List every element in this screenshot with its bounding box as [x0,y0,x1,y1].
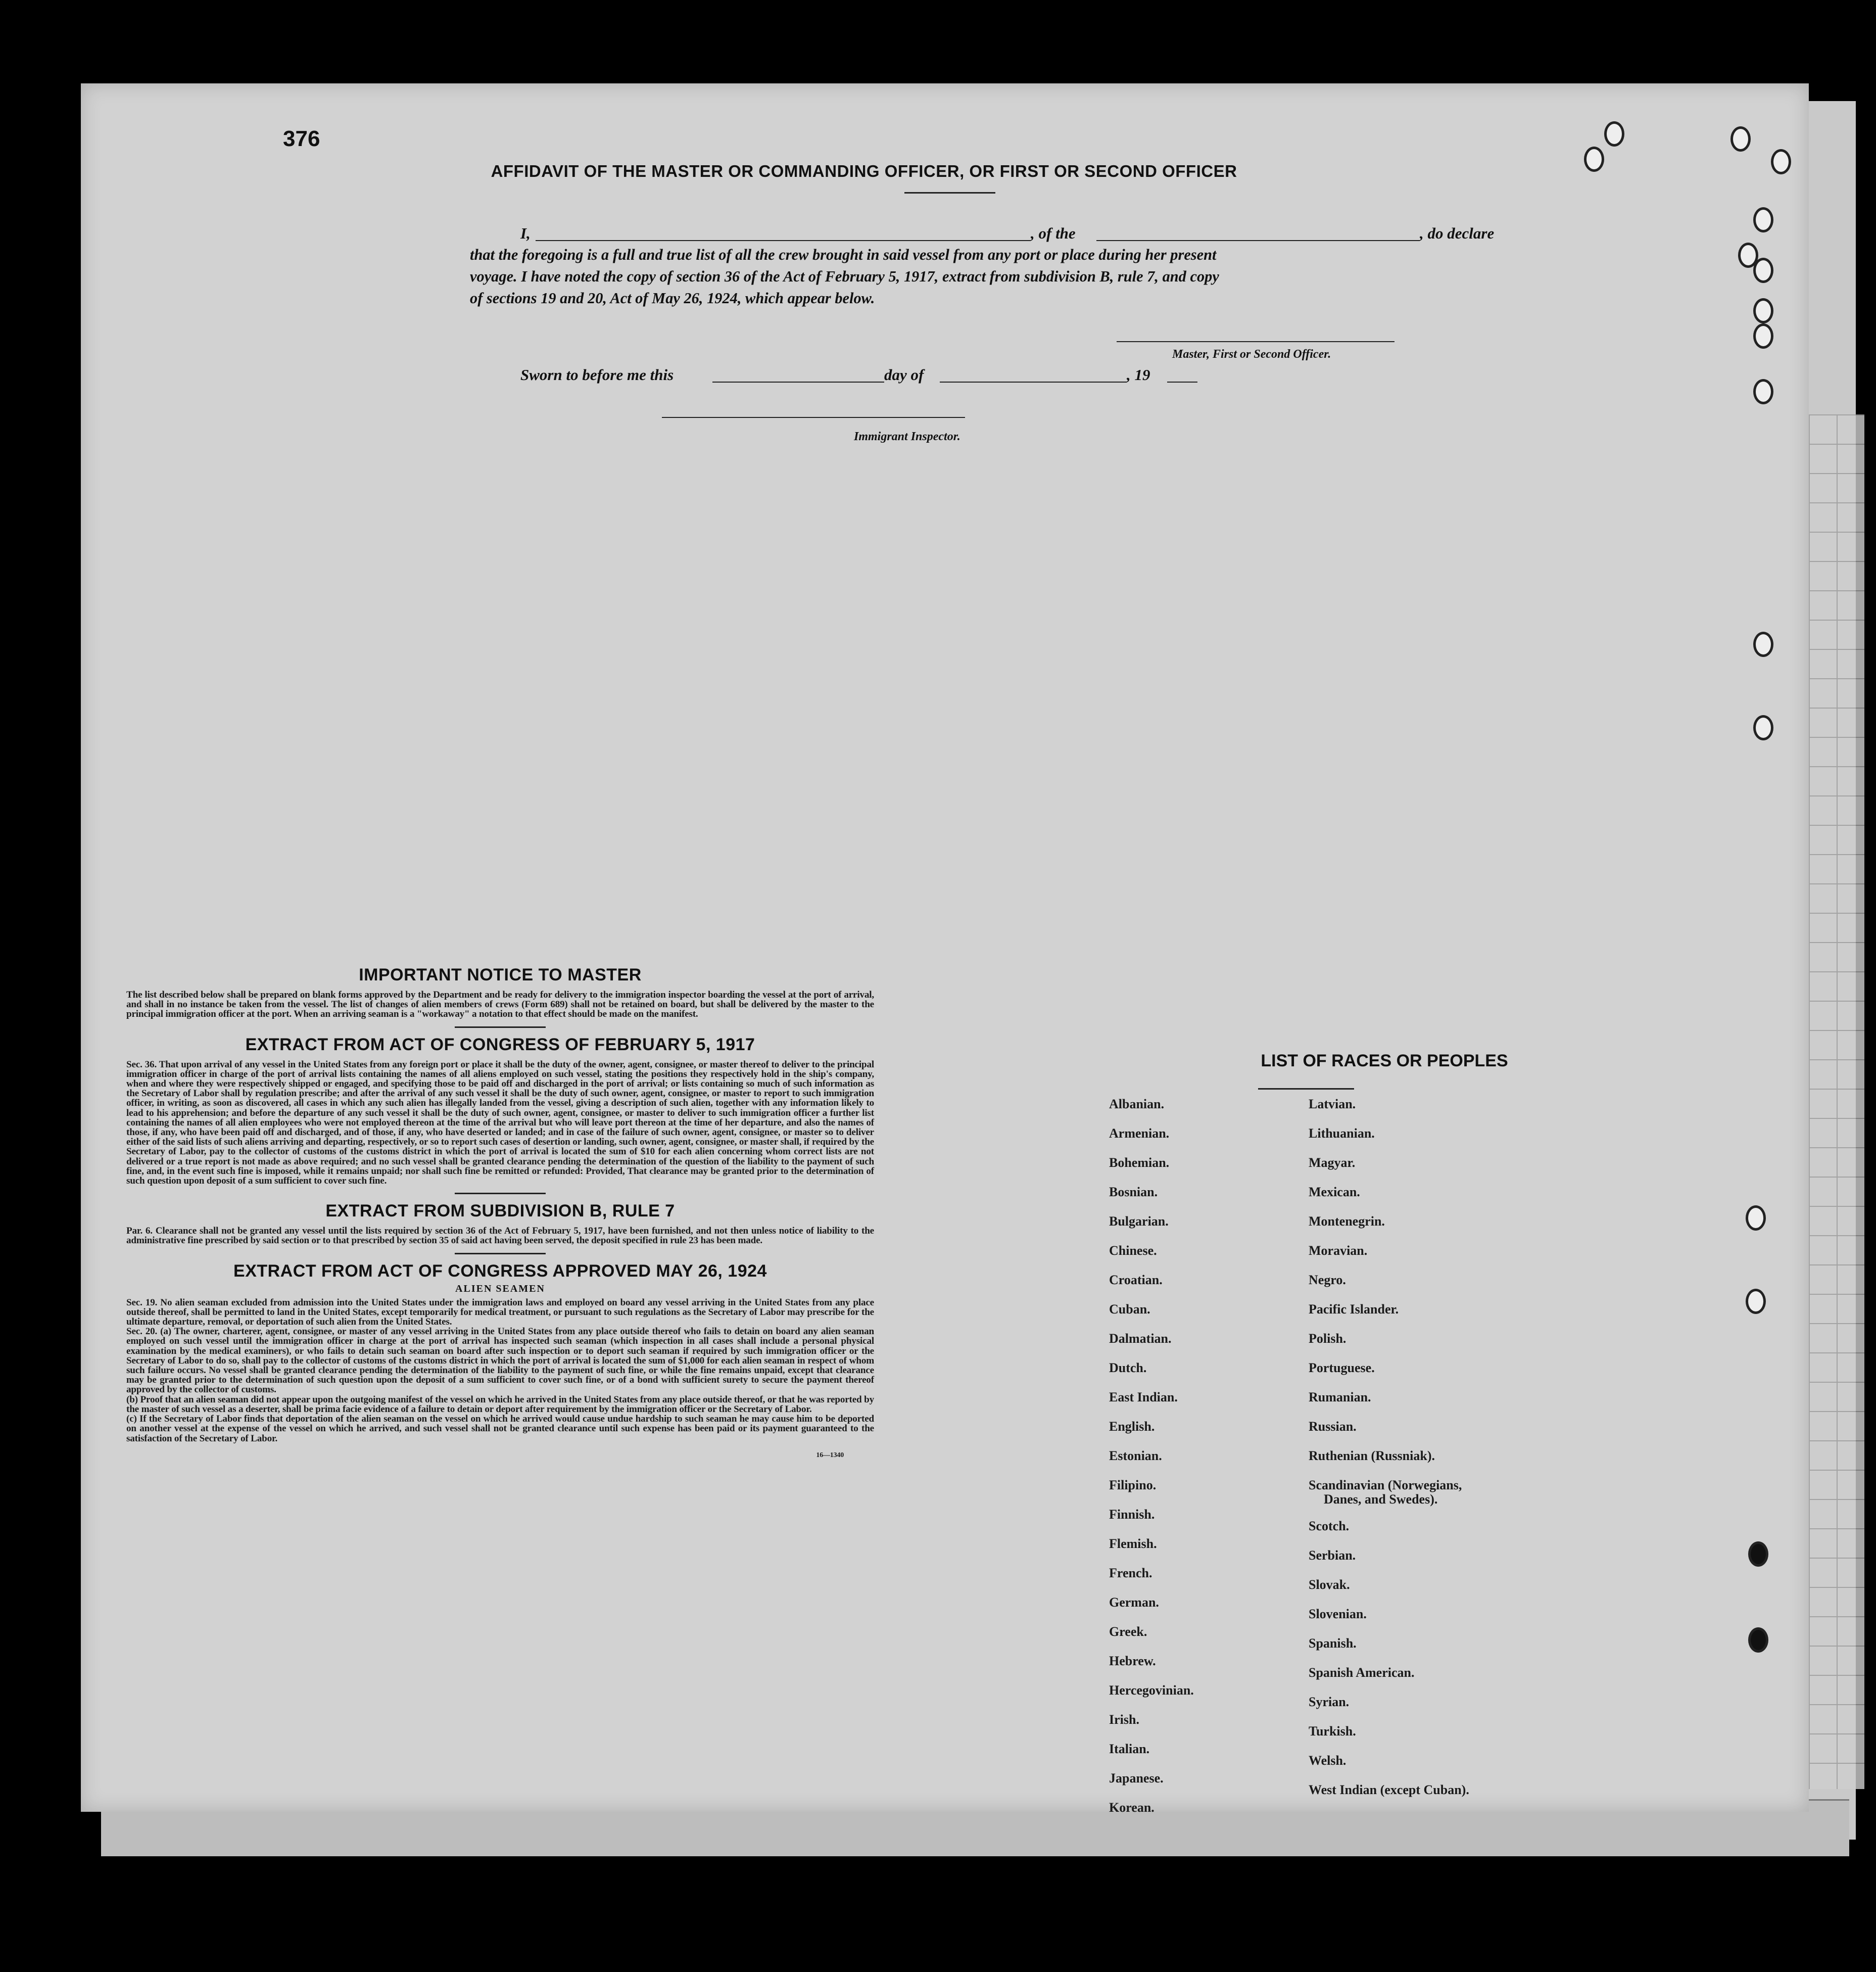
race-item: Finnish. [1109,1507,1155,1522]
race-item: French. [1109,1566,1152,1580]
affidavit-line1-a: I, [520,224,531,242]
race-item: Filipino. [1109,1478,1157,1492]
race-item: Hercegovinian. [1109,1683,1194,1698]
binder-hole [1753,715,1773,740]
race-item: Welsh. [1309,1753,1346,1768]
affidavit-line4: of sections 19 and 20, Act of May 26, 1924, which appear below. [470,290,875,307]
binder-hole [1748,1627,1768,1653]
extract-rule7-title: EXTRACT FROM SUBDIVISION B, RULE 7 [325,1201,675,1221]
races-title: LIST OF RACES OR PEOPLES [1261,1051,1508,1070]
binder-hole [1753,379,1773,404]
affidavit-line1-b: , of the [1031,224,1076,242]
vessel-blank-line [1096,240,1420,241]
binder-hole [1748,1541,1768,1567]
race-item: Lithuanian. [1309,1126,1375,1141]
race-item: Ruthenian (Russniak). [1309,1448,1435,1463]
race-item: Slovak. [1309,1577,1350,1592]
race-item-continuation: Danes, and Swedes). [1324,1492,1438,1507]
race-item: Irish. [1109,1712,1139,1727]
sworn-text-b: day of [884,366,924,384]
extract-1917-title: EXTRACT FROM ACT OF CONGRESS OF FEBRUARY 5, 1917 [245,1035,755,1054]
extract-1924-title: EXTRACT FROM ACT OF CONGRESS APPROVED MAY 26, 1924 [233,1261,767,1281]
race-item: Spanish American. [1309,1665,1415,1680]
binder-hole [1753,298,1773,323]
ledger-grid-strip [1809,414,1864,1789]
race-item: Albanian. [1109,1097,1165,1111]
form-number: 16—1340 [816,1451,844,1459]
extract-1917-text: Sec. 36. That upon arrival of any vessel in the United States from any foreign port or place it shall be the duty of the owner, agent, consignee, or master thereof to deliver to the principal immigration officer in charge of the port of arrival lists containing the names of all aliens employed on such vessel, stating the positions they respectively hold in the ship's company, when and where they were respectively shipped or engaged, and specifying those to be paid off and discharged in the port of arrival; or lists containing so much of such information as the Secretary of Labor shall by regulation prescribe; and after the arrival of any such vessel it shall be the duty of such owner, agent, consignee, or master to report to such immigration officer, in writing, as soon as discovered, all cases in which any such alien has illegally landed from the vessel, giving a description of such alien, together with any information likely to lead to his apprehension; and before the departure of any such vessel it shall be the duty of such owner, agent, consignee, or master to deliver to such immigration officer a further list containing the names of all alien employees who were not employed thereon at the time of the arrival but who will leave port thereon at the time of her departure, and also the names of those, if any, who have been paid off and discharged, and of those, if any, who have deserted or landed; and in case of the failure of such owner, agent, consignee, or master so to deliver either of the said lists of such aliens arriving and departing, respectively, or so to report such cases of desertion or landing, such owner, agent, consignee, or master shall, if required by the Secretary of Labor, pay to the collector of customs of the customs district in which the port of arrival is located the sum of $10 for each alien concerning whom correct lists are not delivered or a true report is not made as above required; and no such vessel shall be granted clearance pending the determination of the question of the liability to the payment of such fine, and, in the event such fine is imposed, while it remains unpaid; nor shall such fine be remitted or refunded: Provided, That clearance may be granted prior to the determination of such question upon deposit of a sum sufficient to cover such fine. [126,1059,874,1187]
notice-title: IMPORTANT NOTICE TO MASTER [359,965,642,984]
race-item: Slovenian. [1309,1607,1367,1622]
signature-line [1117,341,1394,342]
name-blank-line [536,240,1031,241]
affidavit-line2: that the foregoing is a full and true list of all the crew brought in said vessel from any port or place during her present [470,246,1217,263]
binder-hole [1771,149,1791,174]
race-item: Flemish. [1109,1536,1157,1551]
signature-label: Master, First or Second Officer. [1172,348,1331,361]
race-item: Croatian. [1109,1273,1163,1287]
affidavit-title-rule [904,192,995,194]
race-item: Spanish. [1309,1636,1357,1651]
race-item: German. [1109,1595,1159,1610]
race-item: East Indian. [1109,1390,1178,1404]
affidavit-line1-c: , do declare [1420,224,1495,242]
races-title-rule [1258,1088,1354,1090]
race-item: Russian. [1309,1419,1357,1434]
binder-hole [1746,1289,1766,1314]
inspector-label: Immigrant Inspector. [854,430,960,443]
binder-hole [1753,632,1773,657]
extract-1924-sec20c: (c) If the Secretary of Labor finds that deportation of the alien seaman on the vessel on which he arrived would cause undue hardship to such seaman he may cause him to be deported on another vessel at the expense of the vessel on which he arrived, and such vessel shall not be granted clearance until such expense has been paid or its payment guaranteed to the satisfaction of the Secretary of Labor. [126,1414,874,1444]
race-item: Estonian. [1109,1448,1162,1463]
race-item: Scotch. [1309,1519,1350,1534]
race-item: West Indian (except Cuban). [1309,1782,1469,1798]
binder-hole [1746,1205,1766,1231]
race-item: Magyar. [1309,1155,1356,1170]
notice-section [126,965,874,1460]
race-item: Portuguese. [1309,1360,1375,1375]
race-item: Montenegrin. [1309,1214,1385,1229]
race-item: Korean. [1109,1800,1155,1815]
extract-rule7-rule [455,1253,546,1254]
notice-text: The list described below shall be prepared on blank forms approved by the Department and be ready for delivery to the immigration inspector boarding the vessel at the port of arrival, and shall in no instance be taken from the vessel. The list of changes of alien members of crews (Form 689) shall not be retained on board, but shall be delivered by the master to the principal immigration officer at the port. When an arriving seaman is a "workaway" a notation to that effect should be made on the manifest. [126,990,874,1020]
binder-hole [1753,323,1773,349]
race-item: Hebrew. [1109,1654,1156,1668]
sworn-month-line [940,382,1127,383]
sworn-day-line [712,382,884,383]
race-item: Negro. [1309,1273,1346,1287]
binder-hole [1604,121,1624,147]
document-page [81,83,1809,1815]
race-item: Scandinavian (Norwegians, [1309,1478,1462,1492]
race-item: Chinese. [1109,1243,1157,1258]
notice-rule [455,1026,546,1028]
race-item: Polish. [1309,1331,1346,1346]
race-item: Moravian. [1309,1243,1368,1258]
inspector-line [662,417,965,418]
extract-1924-sec19: Sec. 19. No alien seaman excluded from admission into the United States under the immigration laws and employed on board any vessel arriving in the United States from any place outside thereof, shall be permitted to land in the United States, except temporarily for medical treatment, or pursuant to such regulations as the Secretary of Labor may prescribe for the ultimate departure, removal, or deportation of such alien from the United States. [126,1297,874,1328]
race-item: Japanese. [1109,1771,1164,1786]
page-stamp: 376 [283,126,320,151]
binder-hole [1730,126,1751,152]
binder-hole [1753,258,1773,283]
binder-hole [1584,147,1604,172]
extract-1924-sec20a: Sec. 20. (a) The owner, charterer, agent, consignee, or master of any vessel arriving in the United States from any place outside thereof who fails to detain on board any alien seaman employed on such vessel until the immigration officer in charge at the port of arrival has inspected such seaman (which inspection in all cases shall include a personal physical examination by the medical examiners), or who fails to detain such seaman on board after such inspection or to deport such seaman if required by such immigration officer or the Secretary of Labor to do so, shall pay to the collector of customs of the customs district in which the port of arrival is located the sum of $1,000 for each alien seaman in respect of whom such failure occurs. No vessel shall be granted clearance pending the determination of the liability to the payment of such fine, or while the fine remains unpaid, except that clearance may be granted prior to the determination of such question upon the deposit of a sum sufficient to cover such fine, or of a bond with sufficient surety to secure the payment thereof approved by the collector of customs. [126,1326,874,1395]
race-item: Pacific Islander. [1309,1302,1399,1317]
race-item: Bosnian. [1109,1185,1158,1199]
race-item: Latvian. [1309,1097,1356,1111]
sworn-text-a: Sworn to before me this [520,366,674,384]
race-item: Rumanian. [1309,1390,1371,1404]
race-item: Dutch. [1109,1360,1147,1375]
race-item: Cuban. [1109,1302,1150,1317]
affidavit-title: AFFIDAVIT OF THE MASTER OR COMMANDING OFFICER, OR FIRST OR SECOND OFFICER [491,162,1237,180]
sworn-text-c: , 19 [1127,366,1150,384]
race-item: Serbian. [1309,1548,1356,1563]
race-item: Bulgarian. [1109,1214,1169,1229]
race-item: Italian. [1109,1742,1150,1756]
sworn-year-line [1167,382,1197,383]
race-item: Greek. [1109,1624,1147,1639]
extract-1924-sec20b: (b) Proof that an alien seaman did not appear upon the outgoing manifest of the vessel on which he arrived in the United States from any place outside thereof, or that he was reported by the master of such vessel as a deserter, shall be prima facie evidence of a failure to detain or deport after requirement by the immigration officer or the Secretary of Labor. [126,1394,874,1415]
extract-1917-rule [455,1193,546,1194]
race-item: Turkish. [1309,1724,1356,1739]
race-item: Syrian. [1309,1695,1350,1710]
race-item: Bohemian. [1109,1155,1170,1170]
extract-1924-subtitle: ALIEN SEAMEN [455,1283,545,1294]
race-item: Mexican. [1309,1185,1360,1199]
race-item: Armenian. [1109,1126,1170,1141]
extract-rule7-text: Par. 6. Clearance shall not be granted any vessel until the lists required by section 36 of the Act of February 5, 1917, have been furnished, and not then unless notice of liability to the administrative fine prescribed by said section or to that prescribed by section 35 of said act having been served, the deposit specified in rule 23 has been made. [126,1226,874,1246]
binder-hole [1753,207,1773,232]
race-item: English. [1109,1419,1155,1434]
race-item: Dalmatian. [1109,1331,1172,1346]
affidavit-line3: voyage. I have noted the copy of section 36 of the Act of February 5, 1917, extract from subdivision B, rule 7, and copy [470,268,1219,285]
